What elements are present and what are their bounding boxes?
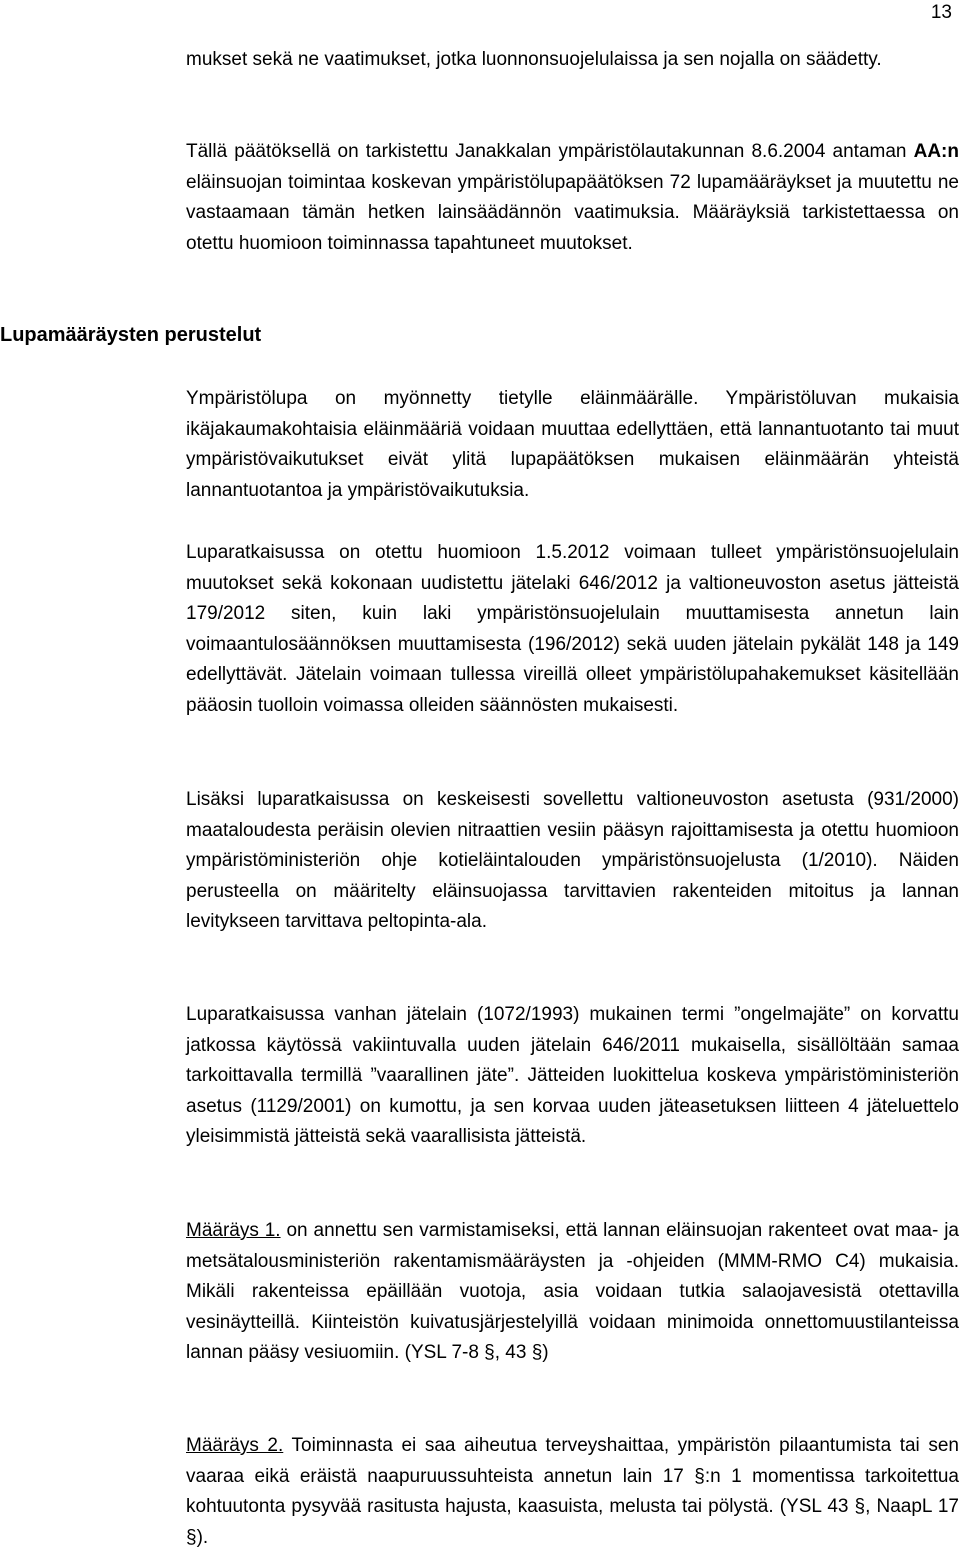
- regulation-1-label: Määräys 1.: [186, 1220, 281, 1241]
- paragraph-legislation: [186, 538, 959, 722]
- applicant-name: AA:n: [913, 141, 959, 162]
- paragraph-text-part: on annettu sen varmistamiseksi, että lannan eläinsuojan rakenteet ovat maa- ja metsätalousministeriön rakentamismääräysten ja -ohjeiden (MMM-RMO C4) mukaisia. Mikäli rakenteissa epäillään vuotoja, asia voidaan tutkia salaojavesistä otettavilla vesinäytteillä. Kiinteistön kuivatusjärjestelyillä voidaan minimoida onnettomuustilanteissa lannan pääsy vesiuomiin. (YSL 7-8 §, 43 §): [186, 1220, 959, 1364]
- paragraph-text: Luparatkaisussa vanhan jätelain (1072/1993) mukainen termi ”ongelmajäte” on korvattu jatkossa käytössä vakiintuvalla uuden jätelain 646/2011 mukaisella, sisällöltään samaa tarkoittavalla termillä ”vaarallinen jäte”. Jätteiden luokittelua koskeva ympäristöministeriön asetus (1129/2001) on kumottu, ja sen korvaa uuden jäteasetuksen liitteen 4 jäteluettelo yleisimmistä jätteistä sekä vaarallisista jätteistä.: [186, 1004, 959, 1148]
- paragraph-intro-continuation: [186, 45, 959, 76]
- section-heading: Lupamääräysten perustelut: [0, 324, 262, 346]
- paragraph-text: mukset sekä ne vaatimukset, jotka luonnonsuojelulaissa ja sen nojalla on säädetty.: [186, 49, 882, 70]
- paragraph-text: Ympäristölupa on myönnetty tietylle eläinmäärälle. Ympäristöluvan mukaisia ikäjakaumakohtaisia eläinmääriä voidaan muuttaa edellyttäen, että lannantuotanto tai muut ympäristövaikutukset eivät ylitä lupapäätöksen mukaisen eläinmäärän yhteistä lannantuotantoa ja ympäristövaikutuksia.: [186, 388, 959, 501]
- paragraph-text: Luparatkaisussa on otettu huomioon 1.5.2012 voimaan tulleet ympäristönsuojelulain muutokset sekä kokonaan uudistettu jätelaki 646/2012 ja valtioneuvoston asetus jätteistä 179/2012 siten, kuin laki ympäristönsuojelulain muuttamisesta annetun lain voimaantulosäännöksen muuttamisesta (196/2012) sekä uuden jätelain pykälät 148 ja 149 edellyttävät. Jätelain voimaan tullessa vireillä olleet ympäristölupahakemukset käsitellään pääosin tuolloin voimassa olleiden säännösten mukaisesti.: [186, 542, 959, 716]
- paragraph-text-part: Tällä päätöksellä on tarkistettu Janakkalan ympäristölautakunnan 8.6.2004 antaman: [186, 141, 914, 162]
- paragraph-text: [186, 137, 959, 259]
- regulation-2-label: Määräys 2.: [186, 1435, 284, 1456]
- paragraph-regulation-2: [186, 1431, 959, 1553]
- paragraph-text-part: eläinsuojan toimintaa koskevan ympäristölupapäätöksen 72 lupamääräykset ja muutettu ne vastaamaan tämän hetken lainsäädännön vaatimuksia. Määräyksiä tarkistettaessa on otettu huomioon toiminnassa tapahtuneet muutokset.: [186, 171, 959, 254]
- page-number: 13: [930, 2, 952, 23]
- paragraph-waste-terms: [186, 1000, 959, 1153]
- paragraph-text: [186, 1431, 959, 1553]
- paragraph-nitrate: [186, 785, 959, 938]
- paragraph-animal-count: [186, 384, 959, 506]
- paragraph-regulation-1: [186, 1216, 959, 1369]
- paragraph-text: [186, 1216, 959, 1369]
- paragraph-review: [186, 137, 959, 259]
- paragraph-text: Lisäksi luparatkaisussa on keskeisesti sovellettu valtioneuvoston asetusta (931/2000) maataloudesta peräisin olevien nitraattien vesiin pääsyn rajoittamisesta ja otettu huomioon ympäristöministeriön ohje kotieläintalouden ympäristönsuojelusta (1/2010). Näiden perusteella on määritelty eläinsuojassa tarvittavien rakenteiden mitoitus ja lannan levitykseen tarvittava peltopinta-ala.: [186, 789, 959, 933]
- paragraph-text-part: Toiminnasta ei saa aiheutua terveyshaittaa, ympäristön pilaantumista tai sen vaaraa eikä eräistä naapuruussuhteista annetun lain 17 §:n 1 momentissa tarkoitettua kohtuutonta pysyvää rasitusta hajusta, kaasuista, melusta tai pölystä. (YSL 43 §, NaapL 17 §).: [186, 1435, 959, 1548]
